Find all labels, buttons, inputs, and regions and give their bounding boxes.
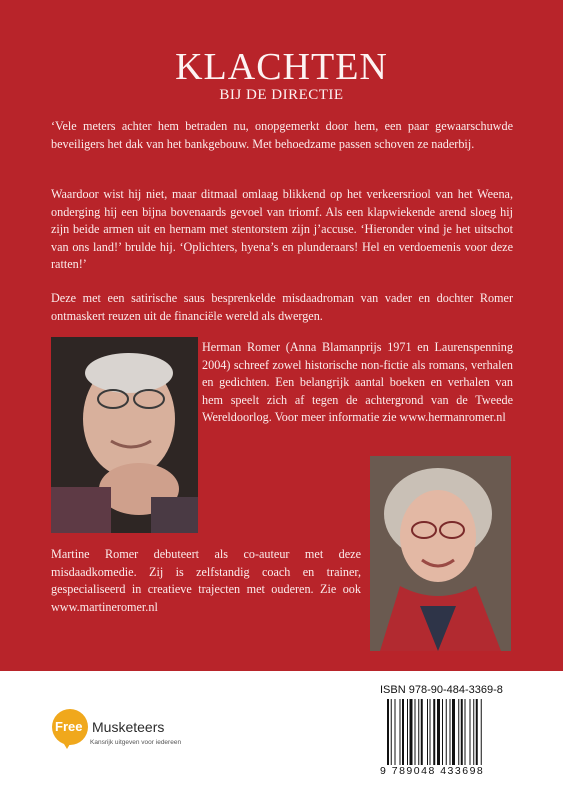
author-bio-martine: Martine Romer debuteert als co-auteur met deze misdaadkomedie. Zij is zelfstandig coach en trainer, gespecialiseerd in creatieve trajecten met ouderen. Zie ook www.martineromer.nl	[51, 547, 361, 614]
portrait-illustration	[370, 456, 511, 651]
barcode-number: 9 789048 433698	[380, 765, 485, 777]
blurb-paragraph-3: Deze met een satirische saus besprenkelde misdaadroman van vader en dochter Romer ontmaskert reuzen uit de financiële wereld als dwergen.	[51, 291, 513, 323]
logo-free-text: Free	[55, 719, 83, 734]
publisher-logo	[52, 707, 212, 757]
book-title: KLACHTEN	[175, 46, 388, 88]
logo-musketeers-text: Musketeers	[92, 719, 165, 735]
author-photo-martine	[370, 456, 511, 651]
logo-tagline: Kansrijk uitgeven voor iedereen	[90, 739, 182, 746]
barcode-image	[387, 699, 511, 765]
blurb-paragraph-1: ‘Vele meters achter hem betraden nu, onopgemerkt door hem, een paar gewaarschuwde beveiligers het dak van het bankgebouw. Met behoedzame passen schoven ze naderbij.	[51, 119, 513, 151]
author-bio-herman: Herman Romer (Anna Blamanprijs 1971 en Laurenspenning 2004) schreef zowel historische non-fictie als romans, verhalen en gedichten. Een belangrijk aantal boeken en verhalen van hem speelt zich af tegen de achtergrond van de Tweede Wereldoorlog. Voor meer informatie zie www.hermanromer.nl	[202, 340, 513, 425]
isbn-block	[380, 684, 516, 784]
portrait-illustration	[51, 337, 198, 533]
blurb-paragraph-2: Waardoor wist hij niet, maar ditmaal omlaag blikkend op het verkeersriool van het Weena, onderging hij een bijna bovenaards gevoel van triomf. Als een klapwiekende arend sloeg hij zijn beide armen uit en hernam met stentorstem zijn j’accuse. ‘Hieronder vind je het uitschot van ons land!’ brulde hij. ‘Oplichters, hyena’s en plunderaars! Hel en verdoemenis voor deze ratten!’	[51, 187, 513, 272]
author-photo-herman	[51, 337, 198, 533]
isbn-label: ISBN 978-90-484-3369-8	[380, 684, 503, 696]
book-subtitle: BIJ DE DIRECTIE	[219, 87, 344, 103]
